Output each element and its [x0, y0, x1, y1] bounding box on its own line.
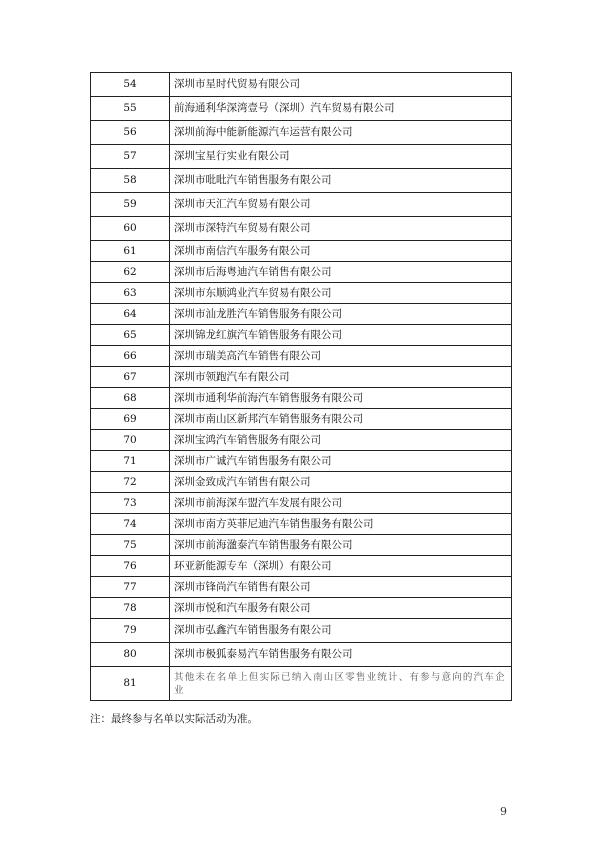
- footnote: 注：最终参与名单以实际活动为准。: [90, 713, 258, 725]
- table-row: [91, 430, 512, 451]
- row-number: 67: [91, 367, 170, 388]
- participant-table: [90, 72, 512, 701]
- company-name: 深圳宝鸿汽车销售服务有限公司: [170, 430, 512, 451]
- page-number: 9: [500, 805, 507, 818]
- row-number: 62: [91, 262, 170, 283]
- row-number: 60: [91, 217, 170, 241]
- table-row: [91, 493, 512, 514]
- company-name: 深圳市南信汽车服务有限公司: [170, 241, 512, 262]
- company-name: 深圳市弘鑫汽车销售服务有限公司: [170, 619, 512, 643]
- table-row: [91, 619, 512, 643]
- row-number: 81: [91, 667, 170, 701]
- row-number: 65: [91, 325, 170, 346]
- company-name: 环亚新能源专车（深圳）有限公司: [170, 556, 512, 577]
- company-name: 深圳市领跑汽车有限公司: [170, 367, 512, 388]
- row-number: 76: [91, 556, 170, 577]
- row-number: 59: [91, 193, 170, 217]
- table-row: [91, 643, 512, 667]
- company-name: 深圳宝星行实业有限公司: [170, 145, 512, 169]
- table-row: [91, 283, 512, 304]
- table-row: [91, 97, 512, 121]
- row-number: 69: [91, 409, 170, 430]
- table-row: [91, 472, 512, 493]
- row-number: 63: [91, 283, 170, 304]
- table-row: [91, 121, 512, 145]
- table-row: [91, 262, 512, 283]
- table-row: [91, 667, 512, 701]
- table-row: [91, 514, 512, 535]
- company-name: 深圳市锋尚汽车销售有限公司: [170, 577, 512, 598]
- table-row: [91, 169, 512, 193]
- company-name: 深圳市瑞美高汽车销售有限公司: [170, 346, 512, 367]
- row-number: 72: [91, 472, 170, 493]
- company-name: 深圳市东顺鸿业汽车贸易有限公司: [170, 283, 512, 304]
- table-row: [91, 388, 512, 409]
- company-name: 深圳市通利华前海汽车销售服务有限公司: [170, 388, 512, 409]
- row-number: 73: [91, 493, 170, 514]
- company-name: 深圳市广诚汽车销售服务有限公司: [170, 451, 512, 472]
- row-number: 70: [91, 430, 170, 451]
- table-row: [91, 346, 512, 367]
- table-row: [91, 535, 512, 556]
- row-number: 54: [91, 73, 170, 97]
- table-row: [91, 193, 512, 217]
- table-row: [91, 145, 512, 169]
- row-number: 78: [91, 598, 170, 619]
- company-name: 深圳市后海粤迪汽车销售有限公司: [170, 262, 512, 283]
- table-row: [91, 325, 512, 346]
- table-row: [91, 598, 512, 619]
- table-row: [91, 304, 512, 325]
- company-name: 其他未在名单上但实际已纳入南山区零售业统计、有参与意向的汽车企业: [170, 667, 512, 701]
- company-name: 深圳市深特汽车贸易有限公司: [170, 217, 512, 241]
- table-row: [91, 556, 512, 577]
- row-number: 80: [91, 643, 170, 667]
- table-row: [91, 367, 512, 388]
- table-row: [91, 577, 512, 598]
- company-name: 前海通利华深湾壹号（深圳）汽车贸易有限公司: [170, 97, 512, 121]
- row-number: 64: [91, 304, 170, 325]
- company-name: 深圳市星时代贸易有限公司: [170, 73, 512, 97]
- company-name: 深圳市吡吡汽车销售服务有限公司: [170, 169, 512, 193]
- company-name: 深圳前海中能新能源汽车运营有限公司: [170, 121, 512, 145]
- row-number: 77: [91, 577, 170, 598]
- row-number: 75: [91, 535, 170, 556]
- table-row: [91, 73, 512, 97]
- company-name: 深圳市南方英菲尼迪汽车销售服务有限公司: [170, 514, 512, 535]
- company-name: 深圳金致成汽车销售有限公司: [170, 472, 512, 493]
- row-number: 68: [91, 388, 170, 409]
- company-name: 深圳市悦和汽车服务有限公司: [170, 598, 512, 619]
- row-number: 56: [91, 121, 170, 145]
- table-row: [91, 409, 512, 430]
- row-number: 58: [91, 169, 170, 193]
- row-number: 74: [91, 514, 170, 535]
- company-name: 深圳市南山区新邦汽车销售服务有限公司: [170, 409, 512, 430]
- row-number: 71: [91, 451, 170, 472]
- company-name: 深圳锦龙红旗汽车销售服务有限公司: [170, 325, 512, 346]
- participant-table-body: [91, 73, 512, 701]
- row-number: 66: [91, 346, 170, 367]
- table-row: [91, 241, 512, 262]
- row-number: 55: [91, 97, 170, 121]
- company-name: 深圳市极狐泰易汽车销售服务有限公司: [170, 643, 512, 667]
- company-name: 深圳市前海深车盟汽车发展有限公司: [170, 493, 512, 514]
- company-name: 深圳市天汇汽车贸易有限公司: [170, 193, 512, 217]
- company-name: 深圳市前海溋泰汽车销售服务有限公司: [170, 535, 512, 556]
- table-row: [91, 451, 512, 472]
- company-name: 深圳市汕龙胜汽车销售服务有限公司: [170, 304, 512, 325]
- row-number: 61: [91, 241, 170, 262]
- row-number: 57: [91, 145, 170, 169]
- row-number: 79: [91, 619, 170, 643]
- table-row: [91, 217, 512, 241]
